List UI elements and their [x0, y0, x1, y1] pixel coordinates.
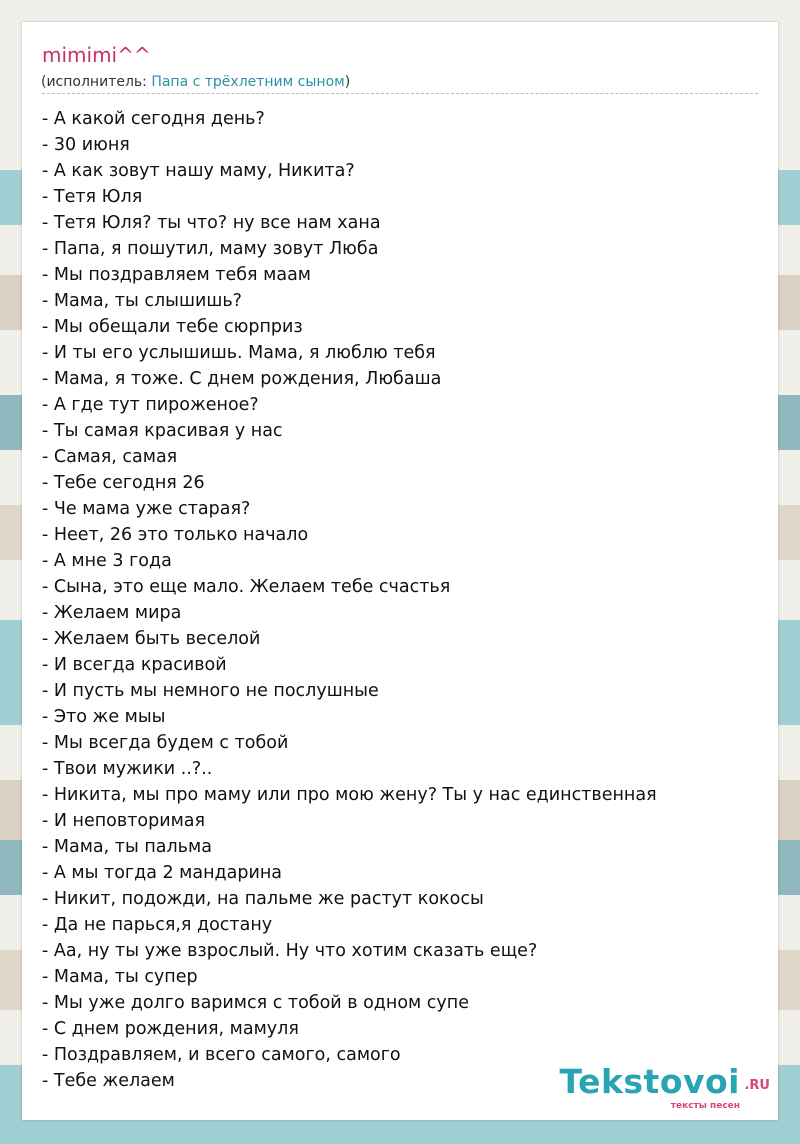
lyric-line: - И всегда красивой	[42, 655, 227, 675]
lyric-line: - А где тут пироженое?	[42, 395, 259, 415]
lyric-line: - А как зовут нашу маму, Никита?	[42, 161, 355, 181]
lyric-line: - Папа, я пошутил, маму зовут Люба	[42, 239, 379, 259]
lyric-line: - И ты его услышишь. Мама, я люблю тебя	[42, 343, 436, 363]
site-logo[interactable]	[560, 1058, 770, 1118]
dashed-divider	[42, 93, 758, 94]
lyrics-list	[42, 106, 657, 1094]
lyric-line: - Мы обещали тебе сюрприз	[42, 317, 303, 337]
lyric-line: - Поздравляем, и всего самого, самого	[42, 1045, 401, 1065]
lyric-line: - Че мама уже старая?	[42, 499, 251, 519]
lyric-line: - А мне 3 года	[42, 551, 172, 571]
lyric-line: - Неет, 26 это только начало	[42, 525, 309, 545]
logo-tagline: тексты песен	[670, 1101, 740, 1111]
lyric-line: - Мы всегда будем с тобой	[42, 733, 289, 753]
lyric-line: - Никита, мы про маму или про мою жену? Ты у нас единственная	[42, 785, 657, 805]
lyric-line: - Мама, ты пальма	[42, 837, 212, 857]
lyric-line: - Мама, ты слышишь?	[42, 291, 242, 311]
logo-domain: .RU	[744, 1078, 770, 1093]
lyric-line: - Желаем быть веселой	[42, 629, 261, 649]
lyric-line: - Желаем мира	[42, 603, 182, 623]
artist-link[interactable]: Папа с трёхлетним сыном	[151, 74, 345, 90]
song-title: mimimi^^	[42, 43, 151, 67]
logo-wordmark: Tekstovoi	[559, 1062, 740, 1101]
lyric-line: - Тебе сегодня 26	[42, 473, 205, 493]
lyric-line: - 30 июня	[42, 135, 130, 155]
lyric-line: - Тетя Юля? ты что? ну все нам хана	[42, 213, 381, 233]
lyric-line: - Аа, ну ты уже взрослый. Ну что хотим сказать еще?	[42, 941, 538, 961]
artist-prefix: (исполнитель:	[41, 74, 152, 90]
lyric-line: - Тебе желаем	[42, 1071, 175, 1091]
lyric-line: - Никит, подожди, на пальме же растут кокосы	[42, 889, 484, 909]
lyric-line: - А какой сегодня день?	[42, 109, 265, 129]
lyric-line: - Сына, это еще мало. Желаем тебе счастья	[42, 577, 451, 597]
artist-line	[41, 72, 350, 92]
lyric-line: - Тетя Юля	[42, 187, 143, 207]
lyric-line: - Это же мыы	[42, 707, 166, 727]
lyric-line: - Мы поздравляем тебя маам	[42, 265, 311, 285]
artist-suffix: )	[344, 74, 351, 90]
lyric-line: - И пусть мы немного не послушные	[42, 681, 379, 701]
lyric-line: - Мама, ты супер	[42, 967, 198, 987]
lyric-line: - А мы тогда 2 мандарина	[42, 863, 283, 883]
lyric-line: - С днем рождения, мамуля	[42, 1019, 299, 1039]
lyrics-sheet	[22, 22, 778, 1120]
lyric-line: - Твои мужики ..?..	[42, 759, 213, 779]
lyric-line: - Да не парься,я достану	[42, 915, 273, 935]
lyric-line: - И неповторимая	[42, 811, 206, 831]
lyric-line: - Мама, я тоже. С днем рождения, Любаша	[42, 369, 442, 389]
lyric-line: - Ты самая красивая у нас	[42, 421, 283, 441]
lyric-line: - Мы уже долго варимся с тобой в одном супе	[42, 993, 469, 1013]
lyric-line: - Самая, самая	[42, 447, 178, 467]
